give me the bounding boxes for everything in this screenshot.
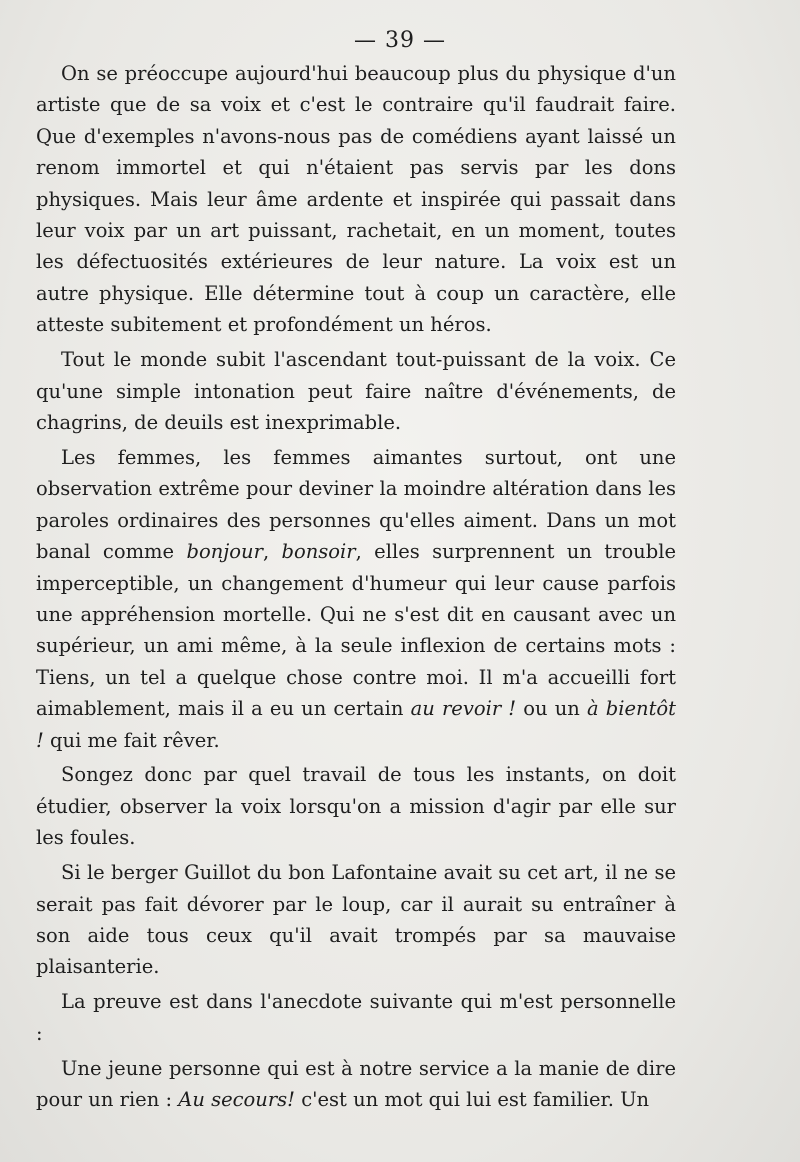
italic-term: bonsoir xyxy=(281,540,356,564)
paragraph-text: Songez donc par quel travail de tous les instants, on doit étudier, observer la voix lorsqu'on a mission d'agir par elle sur les foules. xyxy=(36,763,676,850)
italic-term: au revoir ! xyxy=(410,697,517,721)
paragraph-text: Les femmes, les femmes aimantes surtout, ont une observation extrême pour deviner la moindre altération dans les paroles ordinaires des personnes qu'elles aiment. Dans un mot banal comme xyxy=(36,445,676,564)
paragraph-physique xyxy=(36,58,676,341)
paragraph-femmes xyxy=(36,442,676,756)
page-body xyxy=(36,58,676,1115)
paragraph-text: Si le berger Guillot du bon Lafontaine avait su cet art, il ne se serait pas fait dévorer par le loup, car il aurait su entraîner à son aide tous ceux qu'il avait trompés par sa mauvaise plaisanterie. xyxy=(36,861,676,979)
paragraph-text: On se préoccupe aujourd'hui beaucoup plus du physique d'un artiste que de sa voix et c'est le contraire qu'il faudrait faire. Que d'exemples n'avons-nous pas de comédiens ayant laissé un renom immortel et qui n'étaient pas servis par les dons physiques. Mais leur âme ardente et inspirée qui passait dans leur voix par un art puissant, rachetait, en un moment, toutes les défectuosités extérieures de leur nature. La voix est un autre physique. Elle détermine tout à coup un caractère, elle atteste subitement et profondément un héros. xyxy=(36,62,676,337)
italic-term: à bientôt ! xyxy=(36,697,677,752)
paragraph-text: Tout le monde subit l'ascendant tout-puissant de la voix. Ce qu'une simple intonation peut faire naître d'événements, de chagrins, de deuils est inexprimable. xyxy=(36,348,676,434)
paragraph-text: Une jeune personne qui est à notre service a la manie de dire pour un rien : xyxy=(36,1056,676,1111)
paragraph-text: La preuve est dans l'anecdote suivante qui m'est personnelle : xyxy=(36,990,676,1045)
paragraph-ascendant xyxy=(36,344,676,438)
italic-term: bonjour xyxy=(186,540,263,564)
paragraph-text: qui me fait rêver. xyxy=(43,728,220,752)
italic-term: Au secours! xyxy=(178,1088,296,1111)
paragraph-guillot xyxy=(36,857,676,983)
paragraph-text: c'est un mot qui lui est familier. Un xyxy=(295,1088,650,1111)
paragraph-songez xyxy=(36,759,676,853)
paragraph-preuve xyxy=(36,986,676,1049)
page-number: — 39 — xyxy=(354,28,446,53)
paragraph-text: ou un xyxy=(516,697,587,721)
paragraph-text: , elles surprennent un trouble imperceptible, un changement d'humeur qui leur cause parfois une appréhension mortelle. Qui ne s'est dit en causant avec un supérieur, un ami même, à la seule inflexion de certains mots : Tiens, un tel a quelque chose contre moi. Il m'a accueilli fort aimablement, mais il a eu un certain xyxy=(36,540,677,721)
paragraph-text: , xyxy=(262,540,282,564)
paragraph-jeune-personne xyxy=(36,1053,676,1116)
